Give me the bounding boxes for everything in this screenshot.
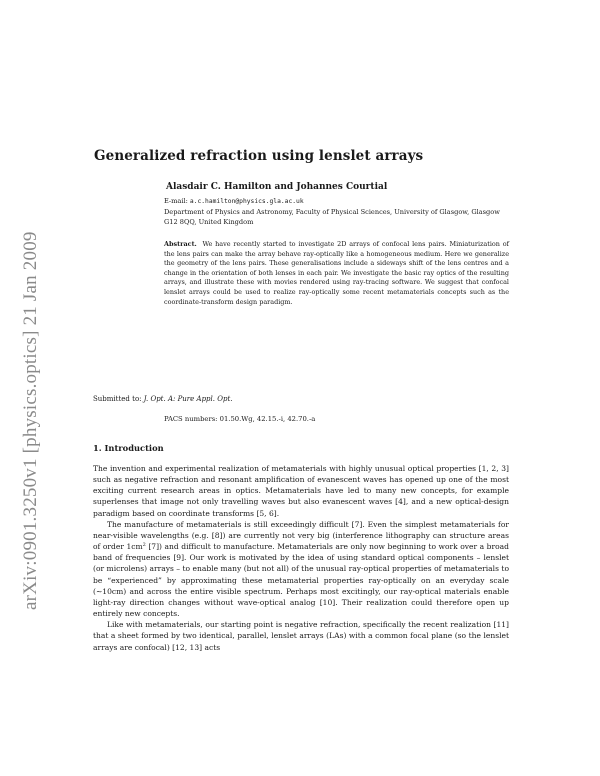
paragraph-2 xyxy=(93,519,509,619)
section-heading: 1. Introduction xyxy=(93,443,164,453)
paragraph-1: The invention and experimental realization of metamaterials with highly unusual optical properties [1, 2, 3] such as negative refraction and resonant amplification of evanescent waves has opened up one of the most exciting current research areas in optics. Metamaterials have led to many new concepts, for example superlenses that image not only travelling waves but also evanescent waves [4], and a new optical-design paradigm based on coordinate transforms [5, 6]. xyxy=(93,464,509,518)
email-address: a.c.hamilton@physics.gla.ac.uk xyxy=(189,198,304,205)
paragraph-2-part-a: The manufacture of metamaterials is still exceedingly difficult [7]. Even the simplest metamaterials for near-visible wavelengths (e.g. [8]) are currently not very big (interference lithography can structure areas of order 1cm xyxy=(93,519,509,552)
superscript: 2 xyxy=(142,542,146,549)
paragraph-2-part-b: [7]) and difficult to manufacture. Metamaterials are only now beginning to work over a broad band of frequencies [9]. Our work is motivated by the idea of using standard optical components – lenslet (or microlens) arrays – to enable many (but not all) of the unusual ray-optical properties of metamaterials to be “experienced” by approximating these metamaterial properties ray-optically on an everyday scale (∼10cm) and across the entire visible spectrum. Perhaps most excitingly, our ray-optical materials enable light-ray direction changes without wave-optical analog [10]. Their realization could therefore open up entirely new concepts. xyxy=(93,542,509,619)
submitted-line xyxy=(93,395,232,403)
abstract xyxy=(164,240,509,307)
journal-name: J. Opt. A: Pure Appl. Opt. xyxy=(143,395,233,403)
submitted-label: Submitted to: xyxy=(93,395,144,403)
author-list: Alasdair C. Hamilton and Johannes Courtial xyxy=(166,182,388,192)
paragraph-3: Like with metamaterials, our starting point is negative refraction, specifically the recent realization [11] that a sheet formed by two identical, parallel, lenslet arrays (LAs) with a common focal plane (so the lenslet arrays are confocal) [12, 13] acts xyxy=(93,620,509,652)
abstract-text: We have recently started to investigate 2D arrays of confocal lens pairs. Miniaturization of the lens pairs can make the array behave ray-optically like a homogeneous medium. Here we generalize the geometry of the lens pairs. These generalisations include a sideways shift of the lens centres and a change in the orientation of both lenses in each pair. We investigate the basic ray optics of the resulting arrays, and illustrate these with movies rendered using ray-tracing software. We suggest that confocal lenslet arrays could be used to realize ray-optically some recent metamaterials concepts such as the coordinate-transform design paradigm. xyxy=(164,240,510,306)
email-line xyxy=(164,197,304,205)
email-label: E-mail: xyxy=(164,197,190,205)
pacs-numbers: PACS numbers: 01.50.Wg, 42.15.-i, 42.70.-a xyxy=(164,415,316,423)
body-text xyxy=(93,463,509,653)
paper-title: Generalized refraction using lenslet arrays xyxy=(94,148,424,164)
arxiv-id-text: arXiv:0901.3250v1 [physics.optics] 21 Jan 2009 xyxy=(20,231,41,610)
affiliation: Department of Physics and Astronomy, Faculty of Physical Sciences, University of Glasgow, Glasgow G12 8QQ, United Kingdom xyxy=(164,208,500,226)
arxiv-identifier xyxy=(8,200,48,620)
abstract-label: Abstract. xyxy=(164,240,197,248)
